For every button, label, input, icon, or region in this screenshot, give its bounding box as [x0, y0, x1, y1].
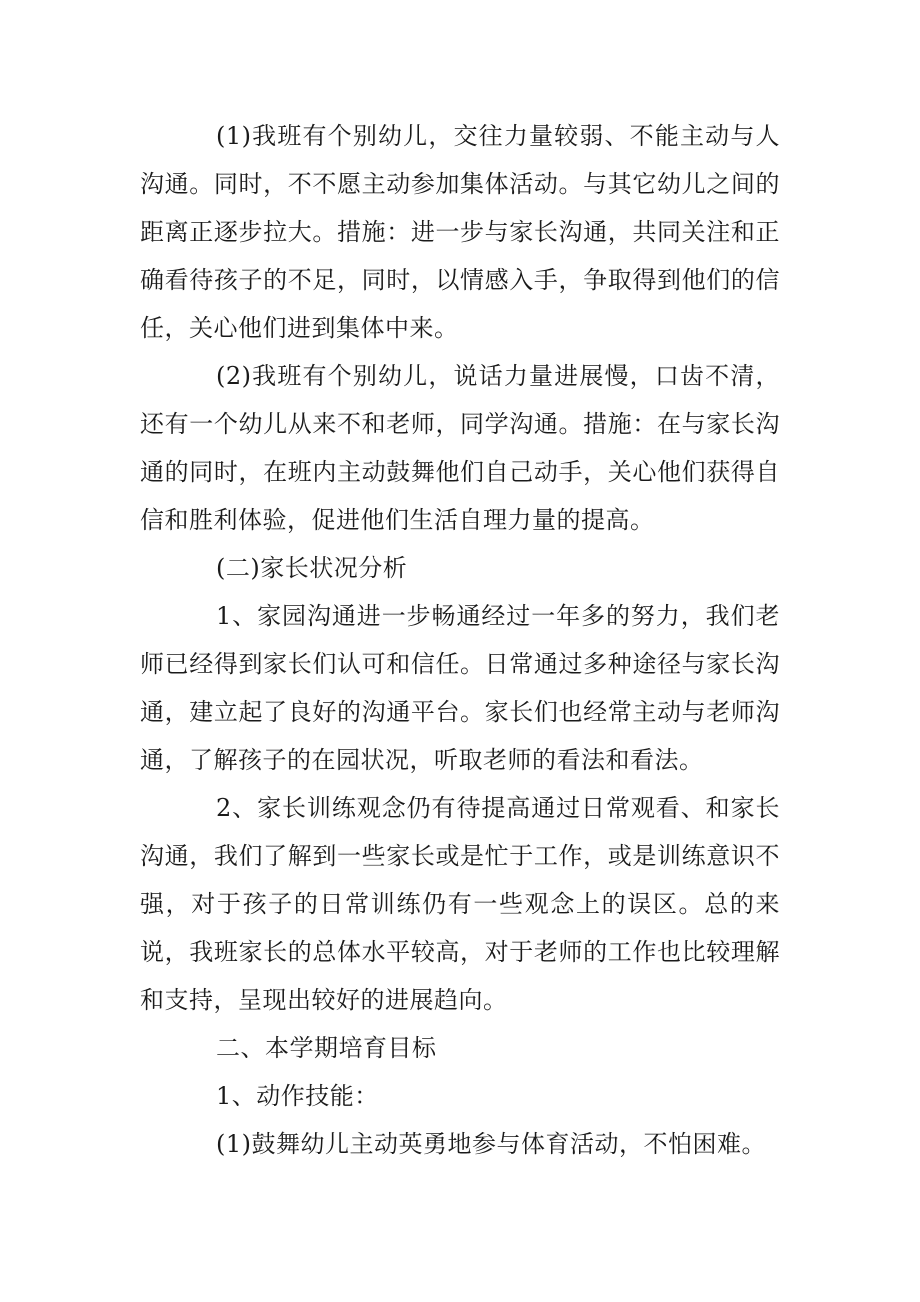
document-body: [140, 112, 780, 1168]
paragraph-motor-skill-1: (1)鼓舞幼儿主动英勇地参与体育活动，不怕困难。: [216, 1130, 766, 1158]
paragraph-parent-1-communication: 1、家园沟通进一步畅通经过一年多的努力，我们老师已经得到家长们认可和信任。日常通过多种途径与家长沟通，建立起了良好的沟通平台。家长们也经常主动与老师沟通，了解孩子的在园状况，听取老师的看法和看法。: [140, 602, 780, 774]
paragraph-child-1-social: (1)我班有个别幼儿，交往力量较弱、不能主动与人沟通。同时，不不愿主动参加集体活动。与其它幼儿之间的距离正逐步拉大。措施：进一步与家长沟通，共同关注和正确看待孩子的不足，同时，以情感入手，争取得到他们的信任，关心他们进到集体中来。: [140, 122, 780, 342]
paragraph-parent-2-education: 2、家长训练观念仍有待提高通过日常观看、和家长沟通，我们了解到一些家长或是忙于工作，或是训练意识不强，对于孩子的日常训练仍有一些观念上的误区。总的来说，我班家长的总体水平较高，对于老师的工作也比较理解和支持，呈现出较好的进展趋向。: [140, 794, 780, 1014]
heading-semester-goals: 二、本学期培育目标: [216, 1034, 437, 1062]
heading-motor-skills: 1、动作技能：: [216, 1082, 379, 1110]
heading-parent-analysis: (二)家长状况分析: [216, 554, 408, 582]
paragraph-child-2-speech: (2)我班有个别幼儿，说话力量进展慢，口齿不清，还有一个幼儿从来不和老师，同学沟通。措施：在与家长沟通的同时，在班内主动鼓舞他们自己动手，关心他们获得自信和胜利体验，促进他们生活自理力量的提高。: [140, 362, 780, 534]
